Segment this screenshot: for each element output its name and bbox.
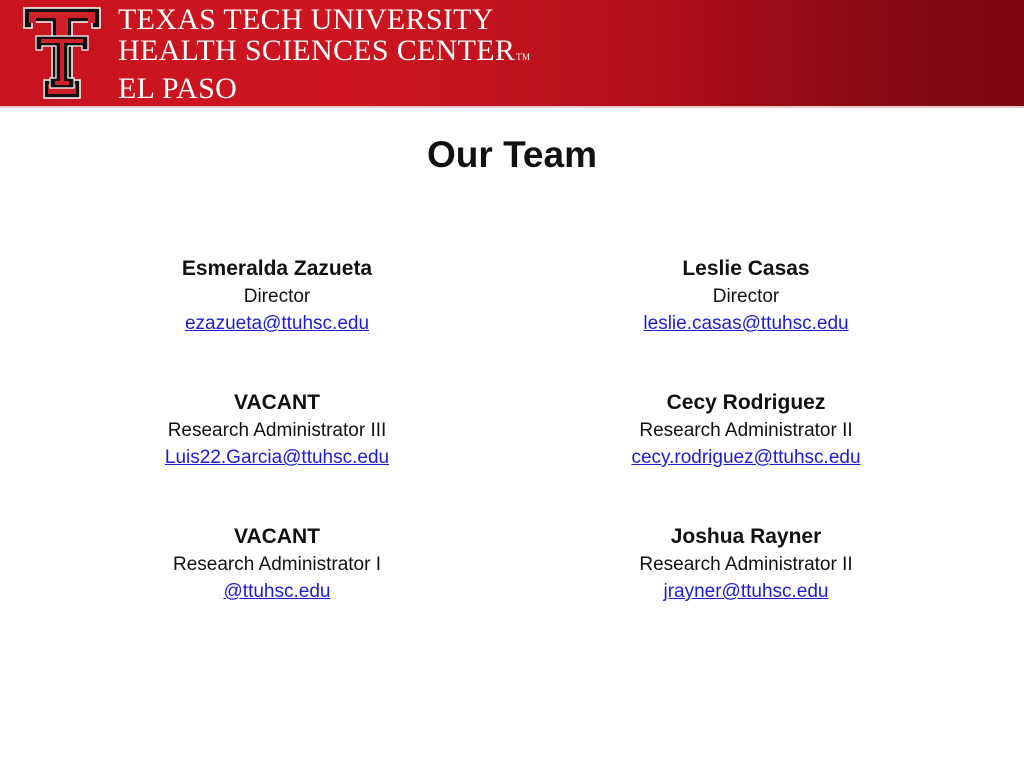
member-name: Joshua Rayner	[670, 525, 822, 548]
member-role: Research Administrator I	[172, 553, 382, 575]
team-member-card	[566, 255, 926, 338]
member-name: VACANT	[234, 525, 320, 548]
member-email-link[interactable]: ezazueta@ttuhsc.edu	[184, 313, 370, 334]
member-email-link[interactable]: Luis22.Garcia@ttuhsc.edu	[164, 447, 390, 468]
team-member-card	[97, 389, 457, 472]
member-email-link[interactable]: cecy.rodriguez@ttuhsc.edu	[631, 447, 861, 468]
member-role: Director	[243, 285, 311, 307]
member-name: VACANT	[234, 391, 320, 414]
member-name: Leslie Casas	[682, 257, 810, 280]
double-t-logo-icon	[22, 6, 102, 100]
team-member-card	[566, 523, 926, 606]
team-member-card	[97, 255, 457, 338]
org-name-line-2	[118, 35, 530, 73]
member-role: Research Administrator III	[167, 419, 387, 441]
org-name-line-3: EL PASO	[118, 72, 238, 105]
team-member-card	[97, 523, 457, 606]
header-banner	[0, 0, 1024, 108]
team-member-card	[566, 389, 926, 472]
member-role: Research Administrator II	[639, 553, 853, 575]
member-name: Esmeralda Zazueta	[181, 257, 373, 280]
organization-name	[118, 4, 530, 104]
org-name-line-1: TEXAS TECH UNIVERSITY	[118, 3, 494, 36]
trademark-mark: TM	[516, 52, 531, 62]
page-title: Our Team	[427, 134, 597, 175]
member-name: Cecy Rodriguez	[666, 391, 826, 414]
member-email-link[interactable]: jrayner@ttuhsc.edu	[663, 581, 829, 602]
member-email-link[interactable]: leslie.casas@ttuhsc.edu	[643, 313, 849, 334]
org-name-line-2-text: HEALTH SCIENCES CENTER	[118, 34, 516, 67]
member-role: Research Administrator II	[639, 419, 853, 441]
member-email-link[interactable]: @ttuhsc.edu	[223, 581, 331, 602]
member-role: Director	[712, 285, 780, 307]
